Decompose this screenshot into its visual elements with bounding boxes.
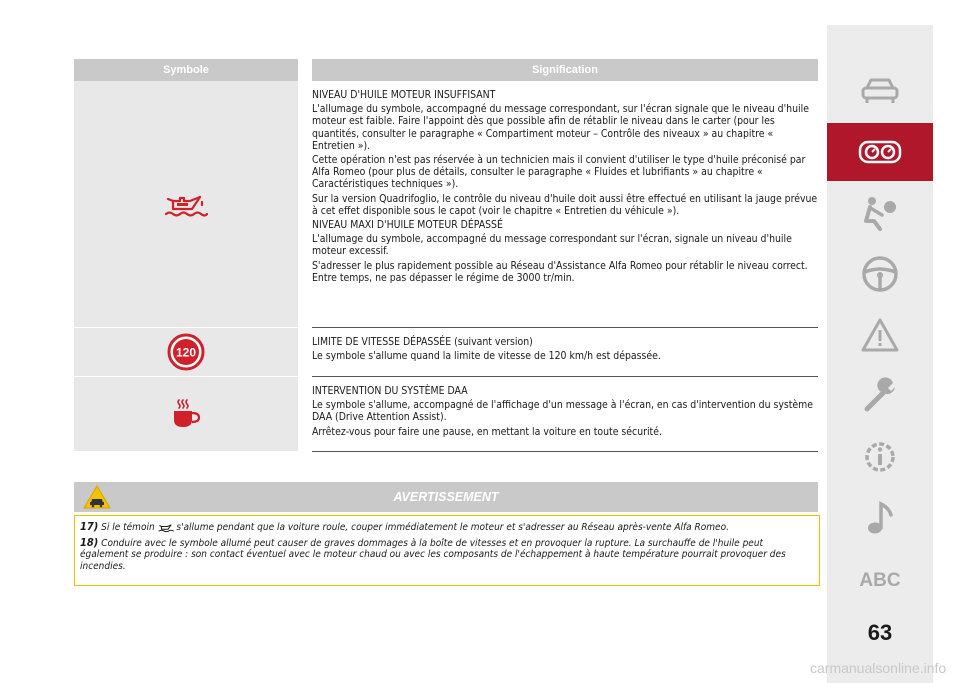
abc-index-icon [855, 567, 905, 591]
abc-label: ABC [859, 570, 901, 591]
oil-low-text: L'allumage du symbole, accompagné du message correspondant, sur l'écran signale que le niveau d'huile moteur est faible. Faire l'appoint dès que possible afin de rétablir le niveau dans le carter (pour les quantités, consulter le paragraphe « Compartiment moteur – Contrôle des niveaux » au chapitre « Entretien »). [312, 103, 809, 152]
table-row [74, 81, 818, 327]
speed-limit-text: Le symbole s'allume quand la limite de vitesse de 120 km/h est dépassée. [312, 350, 661, 363]
meaning-cell [312, 328, 818, 376]
tab-instrument-panel[interactable] [827, 123, 933, 181]
speed-limit-120-icon [167, 333, 205, 371]
note-text: s'allume pendant que la voiture roule, couper immédiatement le moteur et s'adresser au Réseau après-vente Alfa Romeo. [176, 522, 729, 533]
tab-safety[interactable] [827, 184, 933, 242]
oil-level-icon [164, 191, 208, 217]
warning-triangle-icon [860, 317, 900, 353]
watermark: carmanualsonline.info [810, 660, 947, 676]
header-symbol: Symbole [74, 59, 298, 81]
speed-limit-value: 120 [175, 345, 197, 360]
symbol-cell [74, 81, 298, 327]
note-number: 18) [80, 535, 99, 549]
symbol-cell [74, 328, 298, 376]
warning-note [80, 537, 814, 573]
airbag-seat-icon [860, 195, 900, 231]
oil-high-text: S'adresser le plus rapidement possible au Réseau d'Assistance Alfa Romeo pour rétablir le niveau correct. Entre temps, ne pas dépasser le régime de 3000 tr/min. [312, 259, 808, 284]
symbol-cell [74, 377, 298, 451]
instrument-panel-icon [858, 139, 902, 165]
warning-body [74, 515, 820, 586]
table-header [74, 59, 818, 81]
chapter-sidebar [827, 25, 933, 683]
meaning-cell [312, 377, 818, 451]
tab-multimedia[interactable] [827, 489, 933, 547]
tab-technical-data[interactable] [827, 428, 933, 486]
daa-title: INTERVENTION DU SYSTÈME DAA [312, 385, 468, 397]
daa-text: Le symbole s'allume, accompagné de l'affichage d'un message à l'écran, en cas d'intervention du système DAA (Drive Attention Assist). [312, 399, 814, 424]
table-row [74, 377, 818, 451]
note-number: 17) [80, 520, 99, 533]
header-meaning: Signification [312, 59, 818, 81]
coffee-cup-icon [171, 398, 201, 430]
tab-car[interactable] [827, 62, 933, 120]
car-icon [859, 76, 901, 106]
oil-high-title: NIVEAU MAXI D'HUILE MOTEUR DÉPASSÉ [312, 219, 503, 232]
tab-emergency[interactable] [827, 306, 933, 364]
wrench-icon [861, 377, 899, 415]
row-divider [312, 451, 818, 452]
tab-maintenance[interactable] [827, 367, 933, 425]
oil-high-text: L'allumage du symbole, accompagné du message correspondant sur l'écran, signale un niveau d'huile moteur excessif. [312, 233, 792, 258]
oil-low-title: NIVEAU D'HUILE MOTEUR INSUFFISANT [312, 89, 496, 101]
music-note-icon [865, 500, 895, 536]
oil-low-text: Sur la version Quadrifoglio, le contrôle du niveau d'huile doit aussi être effectué en utilisant la jauge prévue à cet effet disponible sous le capot (voir le chapitre « Entretien du véhicule »). [312, 192, 818, 217]
speed-limit-title: LIMITE DE VITESSE DÉPASSÉE (suivant version) [312, 336, 533, 348]
warning-title: AVERTISSEMENT [393, 490, 499, 504]
note-text: Conduire avec le symbole allumé peut causer de graves dommages à la boîte de vitesses et en provoquer la rupture. La surchauffe de l'huile peut également se produire : son contact éventuel avec le moteur chaud ou avec les composants de l'échappement à haute température pourrait provoquer des incendies. [80, 537, 786, 572]
note-text: Si le témoin [101, 522, 155, 533]
meaning-cell [312, 81, 818, 327]
daa-text: Arrêtez-vous pour faire une pause, en mettant la voiture en toute sécurité. [312, 425, 662, 438]
oil-level-icon [158, 523, 174, 532]
page-number: 63 [867, 620, 893, 645]
symbol-table [74, 59, 818, 452]
tab-index[interactable] [827, 550, 933, 608]
info-gear-icon [861, 438, 899, 476]
tab-driving[interactable] [827, 245, 933, 303]
warning-header [74, 482, 818, 512]
warning-note [80, 521, 814, 534]
oil-low-text: Cette opération n'est pas réservée à un technicien mais il convient d'utiliser le type d'huile préconisé par Alfa Romeo (pour plus de détails, consulter le paragraphe « Fluides et lubrifiants » au chapitre « Caractéristiques techniques »). [312, 154, 806, 191]
steering-wheel-icon [861, 255, 899, 293]
table-row [74, 328, 818, 376]
